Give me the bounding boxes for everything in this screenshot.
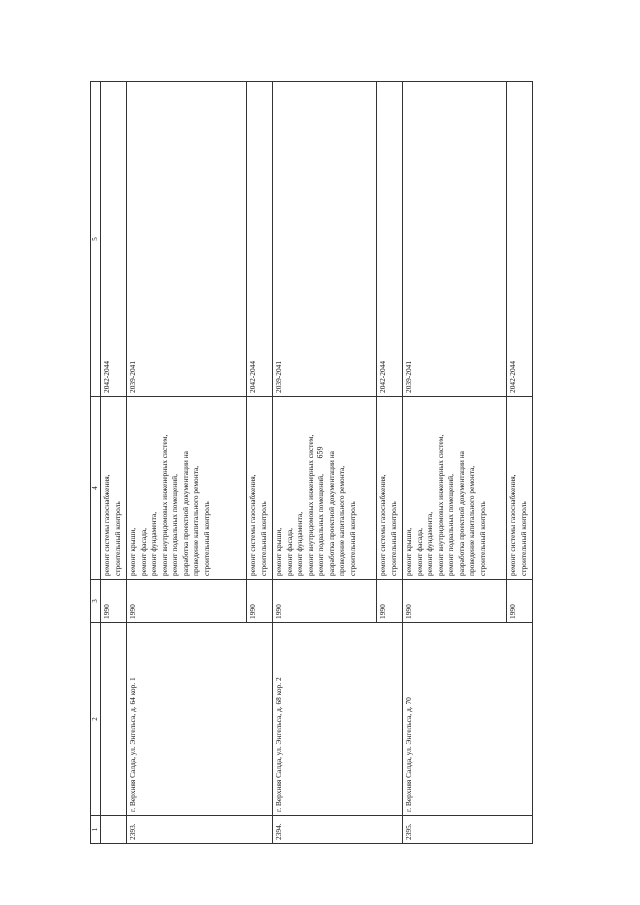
row-number-cell: 2395.	[403, 816, 507, 844]
work-item: разработка проектной документации на	[180, 451, 190, 576]
row-number-cell	[377, 816, 403, 844]
table-row	[101, 82, 127, 844]
work-item: разработка проектной документации на	[326, 451, 336, 576]
year-cell: 1990	[377, 580, 403, 623]
table-row	[377, 82, 403, 844]
work-item: ремонт фасада,	[138, 528, 148, 576]
work-item: строительный контроль	[388, 501, 398, 576]
address-cell: г. Верхняя Салда, ул. Энгельса, д. 68 кор. 2	[273, 623, 377, 816]
header-cell-4: 4	[91, 397, 101, 580]
work-item: ремонт крыши,	[404, 527, 413, 576]
work-item: ремонт системы газоснабжения,	[248, 474, 257, 576]
row-number-cell: 2394.	[273, 816, 377, 844]
period-cell: 2039-2041	[403, 82, 507, 397]
page-number: 659	[315, 446, 325, 459]
header-row	[91, 82, 101, 844]
work-item: ремонт фундамента,	[149, 511, 158, 576]
work-item: строительный контроль	[477, 501, 487, 576]
address-cell	[377, 623, 403, 816]
address-cell	[507, 623, 533, 816]
header-cell-5: 5	[91, 82, 101, 397]
work-item: ремонт крыши,	[274, 527, 283, 576]
address-cell: г. Верхняя Салда, ул. Энгельса, д. 64 кор. 1	[127, 623, 247, 816]
table-row	[127, 82, 247, 844]
year-cell: 1990	[507, 580, 533, 623]
period-cell: 2039-2041	[127, 82, 247, 397]
work-item: ремонт крыши,	[128, 527, 137, 576]
work-item: разработка проектной документации на	[456, 451, 466, 576]
period-cell: 2042-2044	[507, 82, 533, 397]
works-cell	[403, 397, 507, 580]
year-cell: 1990	[127, 580, 247, 623]
work-item: проведение капитального ремонта,	[191, 465, 200, 576]
row-number-cell	[101, 816, 127, 844]
work-item: проведение капитального ремонта,	[467, 465, 476, 576]
year-cell: 1990	[273, 580, 377, 623]
work-item: ремонт подвальных помещений,	[170, 474, 179, 576]
work-item: ремонт подвальных помещений,	[316, 474, 325, 576]
work-item: ремонт фундамента,	[295, 511, 304, 576]
table-row	[507, 82, 533, 844]
work-item: ремонт системы газоснабжения,	[102, 474, 111, 576]
rotated-table-container	[90, 82, 528, 844]
table-row	[403, 82, 507, 844]
work-item: строительный контроль	[201, 501, 211, 576]
works-cell	[273, 397, 377, 580]
header-cell-3: 3	[91, 580, 101, 623]
work-item: строительный контроль	[112, 501, 122, 576]
works-cell	[247, 397, 273, 580]
work-item: строительный контроль	[518, 501, 528, 576]
repair-schedule-table	[90, 81, 533, 844]
row-number-cell: 2393.	[127, 816, 247, 844]
address-cell: г. Верхняя Салда, ул. Энгельса, д. 70	[403, 623, 507, 816]
period-cell: 2042-2044	[101, 82, 127, 397]
period-cell: 2042-2044	[377, 82, 403, 397]
work-item: ремонт фасада,	[414, 528, 424, 576]
works-cell	[507, 397, 533, 580]
header-cell-1: 1	[91, 816, 101, 844]
address-cell	[247, 623, 273, 816]
table-row	[273, 82, 377, 844]
header-cell-2: 2	[91, 623, 101, 816]
year-cell: 1990	[403, 580, 507, 623]
work-item: ремонт внутридомовых инженерных систем,	[305, 434, 315, 576]
row-number-cell	[247, 816, 273, 844]
table-row	[247, 82, 273, 844]
works-cell	[101, 397, 127, 580]
work-item: ремонт внутридомовых инженерных систем,	[159, 434, 169, 576]
address-cell	[101, 623, 127, 816]
work-item: ремонт системы газоснабжения,	[378, 474, 387, 576]
period-cell: 2039-2041	[273, 82, 377, 397]
period-cell: 2042-2044	[247, 82, 273, 397]
table-stage	[90, 82, 528, 844]
year-cell: 1990	[101, 580, 127, 623]
work-item: ремонт внутридомовых инженерных систем,	[435, 434, 445, 576]
work-item: ремонт фасада,	[284, 528, 294, 576]
work-item: ремонт фундамента,	[425, 511, 434, 576]
works-cell	[377, 397, 403, 580]
work-item: ремонт подвальных помещений,	[446, 474, 455, 576]
works-cell	[127, 397, 247, 580]
work-item: проведение капитального ремонта,	[337, 465, 346, 576]
year-cell: 1990	[247, 580, 273, 623]
work-item: строительный контроль	[258, 501, 268, 576]
work-item: ремонт системы газоснабжения,	[508, 474, 517, 576]
work-item: строительный контроль	[347, 501, 357, 576]
row-number-cell	[507, 816, 533, 844]
